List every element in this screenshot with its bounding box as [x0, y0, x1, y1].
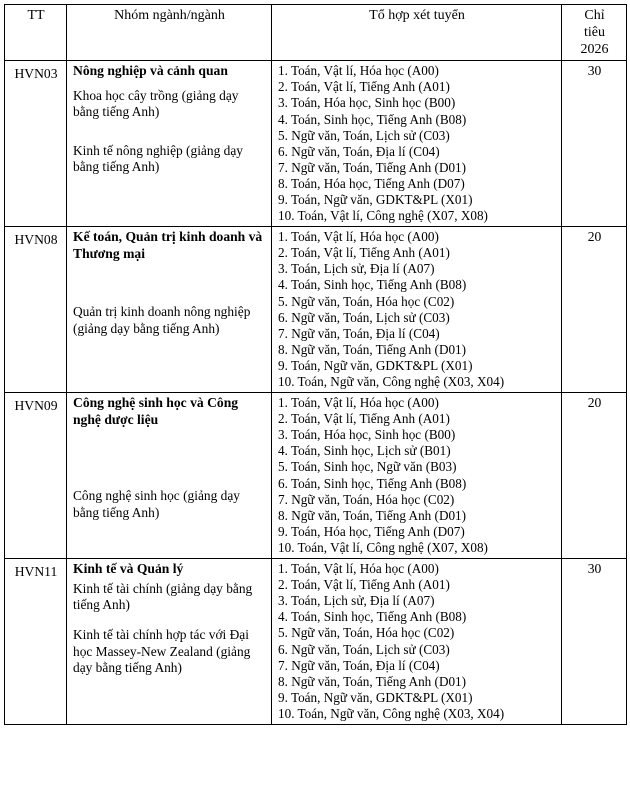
- combination-item: 9. Toán, Ngữ văn, GDKT&PL (X01): [278, 191, 473, 207]
- combination-item: 1. Toán, Vật lí, Hóa học (A00): [278, 561, 439, 577]
- combination-item: 2. Toán, Vật lí, Tiếng Anh (A01): [278, 79, 450, 95]
- combination-item: 8. Ngữ văn, Toán, Tiếng Anh (D01): [278, 341, 467, 357]
- quota-value: 30: [562, 559, 627, 725]
- combination-item: 2. Toán, Vật lí, Tiếng Anh (A01): [278, 245, 450, 261]
- combination-item: 6. Toán, Sinh học, Tiếng Anh (B08): [278, 475, 467, 491]
- combination-list: [272, 559, 562, 725]
- header-group: Nhóm ngành/ngành: [67, 5, 272, 61]
- program-subgroup: Kinh tế tài chính (giảng dạy bằng tiếng Anh): [73, 580, 253, 612]
- combination-item: 8. Ngữ văn, Toán, Tiếng Anh (D01): [278, 673, 467, 689]
- program-subgroup: Công nghệ sinh học (giảng dạy bằng tiếng Anh): [73, 488, 240, 520]
- header-row: [5, 5, 627, 61]
- program-subgroup: Quản trị kinh doanh nông nghiệp (giảng dạy bằng tiếng Anh): [73, 304, 251, 336]
- header-quota-line1: Chỉ: [584, 8, 605, 23]
- program-group-cell: [67, 393, 272, 559]
- combination-item: 5. Ngữ văn, Toán, Lịch sử (C03): [278, 127, 450, 143]
- header-quota-line2: tiêu: [584, 25, 605, 41]
- program-subgroup: Khoa học cây trồng (giảng dạy bằng tiếng Anh): [73, 87, 239, 120]
- program-group-cell: [67, 61, 272, 227]
- program-code: HVN03: [5, 61, 67, 227]
- program-code: HVN08: [5, 227, 67, 393]
- combination-item: 1. Toán, Vật lí, Hóa học (A00): [278, 229, 439, 245]
- program-group-title: Công nghệ sinh học và Công nghệ dược liệu: [73, 395, 239, 427]
- combination-item: 9. Toán, Ngữ văn, GDKT&PL (X01): [278, 357, 473, 373]
- combination-item: 5. Toán, Sinh học, Ngữ văn (B03): [278, 459, 457, 475]
- combination-item: 1. Toán, Vật lí, Hóa học (A00): [278, 395, 439, 411]
- table-row: [5, 227, 627, 393]
- quota-value: 30: [562, 61, 627, 227]
- combination-item: 4. Toán, Sinh học, Tiếng Anh (B08): [278, 277, 467, 293]
- header-tt: TT: [5, 5, 67, 61]
- combination-list: [272, 227, 562, 393]
- combination-item: 3. Toán, Lịch sử, Địa lí (A07): [278, 261, 435, 277]
- combination-item: 6. Ngữ văn, Toán, Lịch sử (C03): [278, 641, 450, 657]
- table-header: [5, 5, 627, 61]
- combination-item: 2. Toán, Vật lí, Tiếng Anh (A01): [278, 577, 450, 593]
- quota-value: 20: [562, 227, 627, 393]
- combination-item: 1. Toán, Vật lí, Hóa học (A00): [278, 63, 439, 79]
- program-group-title: Kế toán, Quản trị kinh doanh và Thương mại: [73, 229, 263, 261]
- table-row: [5, 61, 627, 227]
- combination-item: 7. Ngữ văn, Toán, Tiếng Anh (D01): [278, 159, 467, 175]
- combination-item: 10. Toán, Ngữ văn, Công nghệ (X03, X04): [278, 705, 505, 721]
- header-quota-line3: 2026: [580, 42, 609, 58]
- combination-item: 4. Toán, Sinh học, Tiếng Anh (B08): [278, 609, 467, 625]
- program-group-cell: [67, 227, 272, 393]
- combination-item: 5. Ngữ văn, Toán, Hóa học (C02): [278, 625, 455, 641]
- table-row: [5, 559, 627, 725]
- combination-item: 2. Toán, Vật lí, Tiếng Anh (A01): [278, 411, 450, 427]
- program-group-title: Kinh tế và Quản lý: [73, 561, 184, 577]
- combination-item: 5. Ngữ văn, Toán, Hóa học (C02): [278, 293, 455, 309]
- table-body: [5, 61, 627, 725]
- combination-item: 10. Toán, Ngữ văn, Công nghệ (X03, X04): [278, 374, 505, 390]
- combination-item: 7. Ngữ văn, Toán, Địa lí (C04): [278, 325, 440, 341]
- combination-item: 3. Toán, Hóa học, Sinh học (B00): [278, 427, 456, 443]
- combination-item: 4. Toán, Sinh học, Tiếng Anh (B08): [278, 111, 467, 127]
- combination-item: 3. Toán, Hóa học, Sinh học (B00): [278, 95, 456, 111]
- program-subgroup: Kinh tế nông nghiệp (giảng dạy bằng tiếng Anh): [73, 142, 243, 174]
- program-subgroup: Kinh tế tài chính hợp tác với Đại học Massey-New Zealand (giảng dạy bằng tiếng Anh): [73, 627, 251, 675]
- combination-item: 8. Ngữ văn, Toán, Tiếng Anh (D01): [278, 507, 467, 523]
- program-group-title: Nông nghiệp và cảnh quan: [73, 63, 228, 79]
- program-code: HVN09: [5, 393, 67, 559]
- header-combination: Tổ hợp xét tuyển: [272, 5, 562, 61]
- combination-item: 8. Toán, Hóa học, Tiếng Anh (D07): [278, 175, 465, 191]
- combination-item: 10. Toán, Vật lí, Công nghệ (X07, X08): [278, 539, 488, 555]
- combination-item: 9. Toán, Hóa học, Tiếng Anh (D07): [278, 523, 465, 539]
- combination-item: 6. Ngữ văn, Toán, Địa lí (C04): [278, 143, 440, 159]
- combination-list: [272, 393, 562, 559]
- combination-item: 9. Toán, Ngữ văn, GDKT&PL (X01): [278, 689, 473, 705]
- combination-item: 10. Toán, Vật lí, Công nghệ (X07, X08): [278, 208, 488, 224]
- combination-item: 6. Ngữ văn, Toán, Lịch sử (C03): [278, 309, 450, 325]
- combination-item: 3. Toán, Lịch sử, Địa lí (A07): [278, 593, 435, 609]
- program-code: HVN11: [5, 559, 67, 725]
- program-group-cell: [67, 559, 272, 725]
- combination-item: 7. Ngữ văn, Toán, Hóa học (C02): [278, 491, 455, 507]
- combination-item: 4. Toán, Sinh học, Lịch sử (B01): [278, 443, 451, 459]
- header-quota: [562, 5, 627, 61]
- quota-value: 20: [562, 393, 627, 559]
- combination-item: 7. Ngữ văn, Toán, Địa lí (C04): [278, 657, 440, 673]
- admissions-table: [4, 4, 627, 725]
- table-row: [5, 393, 627, 559]
- combination-list: [272, 61, 562, 227]
